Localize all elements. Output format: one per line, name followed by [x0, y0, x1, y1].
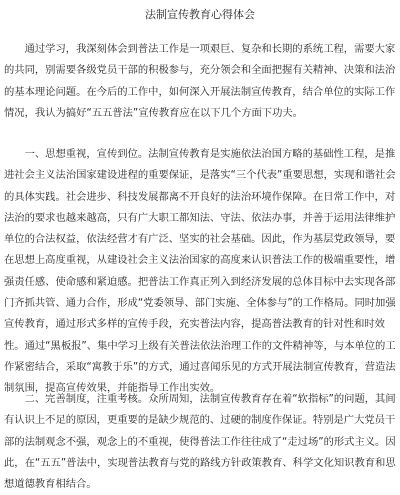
document-title: 法制宣传教育心得体会 — [145, 8, 255, 21]
paragraph-section-2: 二、完善制度，注重考核。众所周知，法制宣传教育存在着“软指标”的问题，其间有认识上不足的原因，更重要的是缺少规范的、过硬的制度作保证。特别是广大党员干部的法制观念不强，观念上的不重视，使得普法工作往往成了“走过场”的形式主义。因此，在“五五”普法中，实现普法教育与党的路线方针政策教育、科学文化知识教育和思想道德教育相结合。 — [4, 393, 396, 491]
paragraph-section-1: 一、思想重视，宣传到位。法制宣传教育是实施依法治国方略的基础性工程，是推进社会主义法治国家建设进程的重要保证，是落实“三个代表”重要思想，实现和谐社会的具体实践。社会进步、科技发展都离不开良好的法治环境作保障。在日常工作中，对法治的要求也越来越高，只有广大职工都知法、守法、依法办事，并善于运用法律维护单位的合法权益，依法经营才有广泛、坚实的社会基础。因此，作为基层党政领导，要在思想上高度重视，从建设社会主义法治国家的高度来认识普法工作的极端重要性，增强责任感、使命感和紧迫感。把普法工作真正列入到经济发展的总体目标中去实现各部门齐抓共管、通力合作，形成“党委领导、部门实施、全体参与”的工作格局。同时加强宣传教育，通过形式多样的宣传手段，充实普法内容，提高普法教育的针对性和时效性。通过“黑板报”、集中学习上级有关普法依法治理工作的文件精神等，与本单位的工作紧密结合，采取“寓教于乐”的方式，通过喜闻乐见的方式开展法制宣传教育，营造法制氛围，提高宣传效果，并能指导工作出实效。 — [4, 148, 396, 395]
paragraph-intro: 通过学习，我深刻体会到普法工作是一项艰巨、复杂和长期的系统工程，需要大家的共同，别需要各级党员干部的积极参与，充分领会和全面把握有关精神、决策和法治的基本理论问题。在今后的工作中，如何深入开展法制宣传教育，结合单位的实际工作情况，我认为搞好“五五普法”宣传教育应在以下几个方面下功夫。 — [4, 43, 396, 119]
